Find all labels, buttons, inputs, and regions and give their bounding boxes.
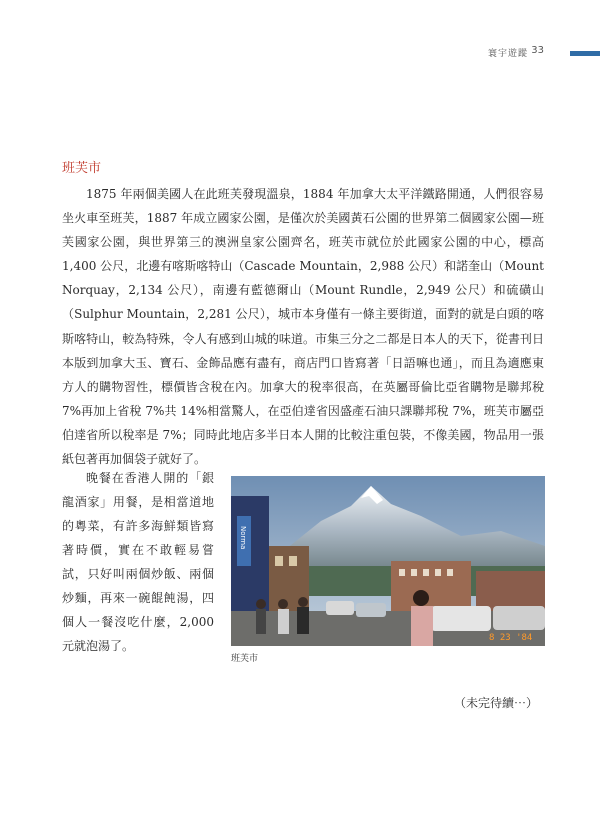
section-title: 班芙市 [62, 161, 102, 176]
photo-caption: 班芙市 [231, 654, 259, 664]
header-accent-bar [570, 51, 600, 56]
main-paragraph-text: 1875 年兩個美國人在此班芙發現溫泉，1884 年加拿大太平洋鐵路開通，人們很容易坐火車至班芙，1887 年成立國家公園，是僅次於美國黃石公園的世界第二個國家公園—班芙國家公園，與世界第三的澳洲皇家公園齊名，班芙市就位於此國家公園的中心，標高 1,400 公尺，北邊有喀斯喀特山（Cascade Mountain，2,988 公尺）和諾奎山（Mount Norquay，2,134 公尺），南邊有藍德爾山（Mount Rundle，2,949 公尺）和硫磺山（Sulphur Mountain，2,281 公尺），城市本身僅有一條主要街道，面對的就是白頭的喀斯喀特山，較為特殊，令人有感到山城的味道。市集三分之二都是日本人的天下，從書刊日本版到加拿大玉、寶石、金飾品應有盡有，商店門口皆寫著「日語嘛也通」，而且為適應東方人的購物習性，標價皆含稅在內。加拿大的稅率很高，在英屬哥倫比亞省購物是聯邦稅 7%再加上省稅 7%共 14%相當驚人，在亞伯達省因盛產石油只課聯邦稅 7%，班芙市屬亞伯達省所以稅率是 7%；同時此地店多半日本人開的比較注重包裝，不像美國，物品用一張紙包著再加個袋子就好了。 [62, 187, 544, 467]
to-be-continued: （未完待續⋯） [453, 696, 538, 710]
photo-timestamp: 8 23 '84 [489, 633, 533, 643]
page-number: 33 [531, 45, 544, 56]
running-title: 寰宇遊蹤 [487, 49, 528, 59]
side-paragraph-text: 晚餐在香港人開的「銀龍酒家」用餐，是相當道地的粵菜，有許多海鮮類皆寫著時價，實在不敢輕易嘗試，只好叫兩個炒飯、兩個炒麵，再來一碗餛飩湯，四個人一餐沒吃什麼，2,000 元就泡湯了。 [62, 471, 214, 653]
main-paragraph [62, 182, 544, 471]
shop-sign-text: Norma [239, 526, 247, 550]
banff-street-photo [231, 476, 545, 646]
side-paragraph [62, 466, 214, 658]
page-header [0, 44, 600, 64]
banff-street-photo-illustration [231, 476, 545, 646]
